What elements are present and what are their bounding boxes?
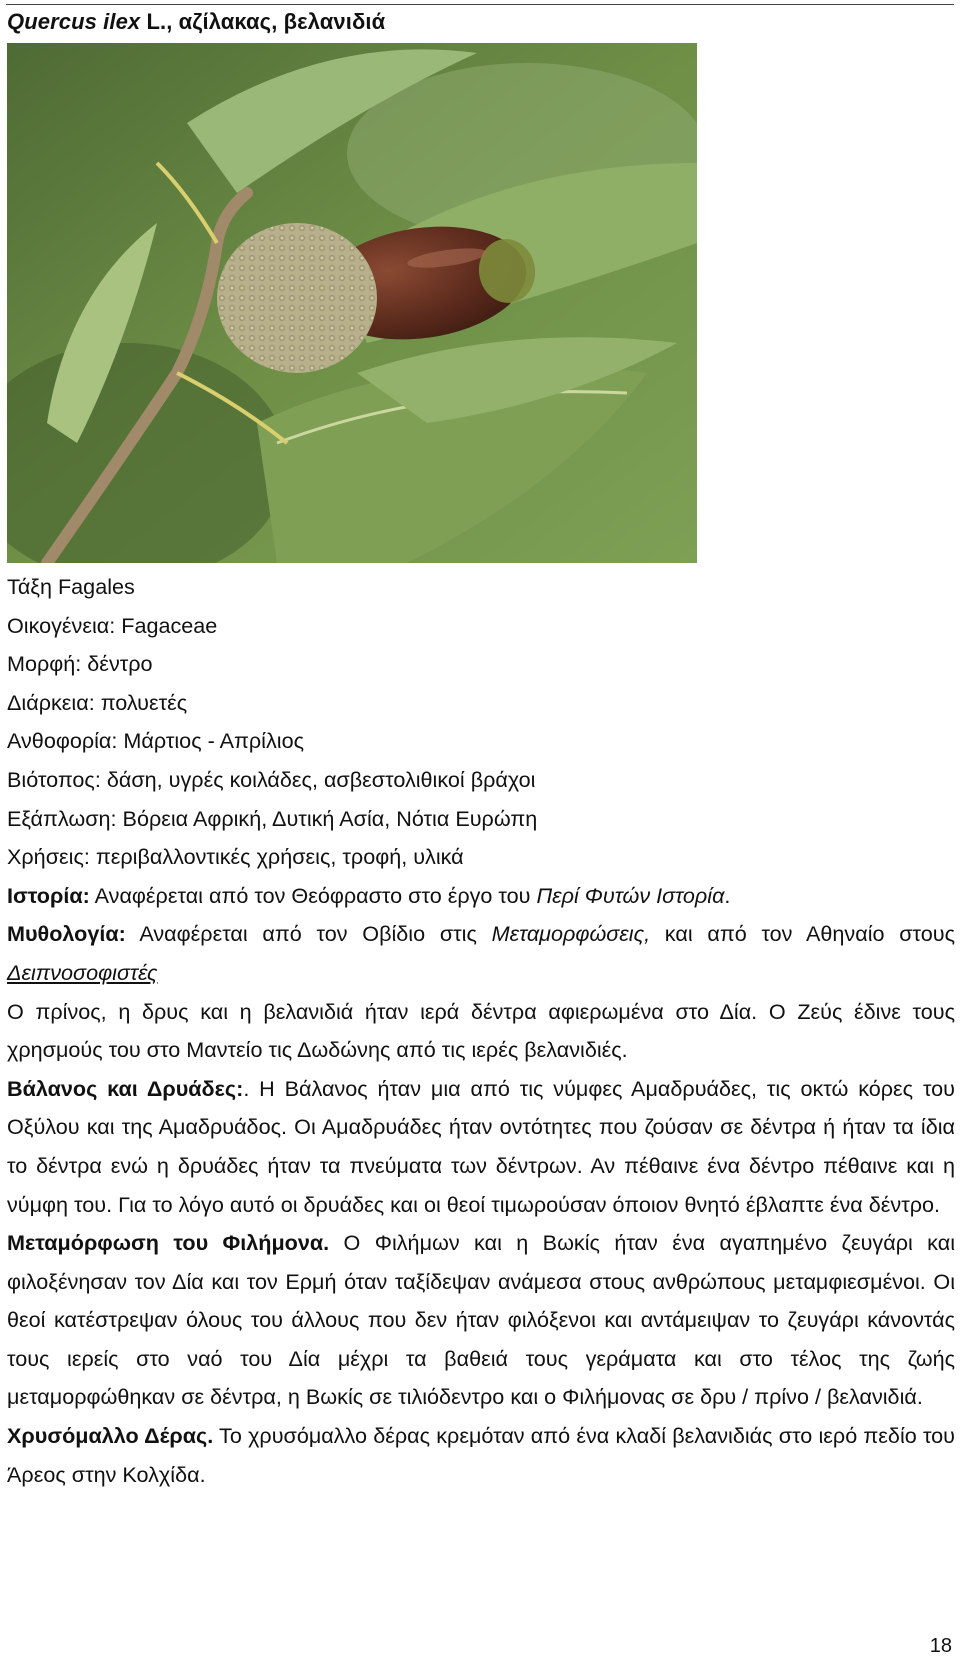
balanos-heading: Βάλανος και Δρυάδες:	[7, 1075, 244, 1101]
philemon-text: Ο Φιλήμων και η Βωκίς ήταν ένα αγαπημένο ζευγάρι και φιλοξένησαν τον Δία και τον Ερμή όταν ταξίδεψαν ανάμεσα στους ανθρώπους μεταμφιεσμένοι. Οι θεοί κατέστρεψαν όλους του άλλους που δεν ήταν φιλόξενοι και αντάμειψαν το ζευγάρι κάνοντάς τους ιερείς στο ναό του Δία μέχρι τα βαθειά τους γεράματα και στο τέλος της ζωής μεταμορφώθηκαν σε δέντρα, η Βωκίς σε τιλιόδεντρο και ο Φιλήμονας σε δρυ / πρίνο / βελανιδιά.	[7, 1230, 955, 1410]
fleece-paragraph	[7, 1417, 955, 1494]
history-text: Αναφέρεται από τον Θεόφραστο στο έργο του	[89, 882, 537, 908]
mythology-text-1: Αναφέρεται από τον Οβίδιο στις	[125, 921, 492, 947]
acorn-illustration	[7, 43, 697, 563]
philemon-heading: Μεταμόρφωση του Φιλήμονα.	[7, 1230, 330, 1256]
history-work: Περί Φυτών Ιστορία	[536, 882, 725, 908]
field-order: Τάξη Fagales	[7, 574, 135, 599]
history-heading: Ιστορία:	[7, 882, 90, 908]
field-form: Μορφή: δέντρο	[7, 651, 153, 677]
acorn-cap	[217, 223, 377, 373]
description-text	[7, 568, 955, 1494]
balanos-text: . Η Βάλανος ήταν μια από τις νύμφες Αμαδρυάδες, τις οκτώ κόρες του Οξύλου και της Αμαδρυάδος. Οι Αμαδρυάδες ήταν οντότητες που ζούσαν σε δέντρα ή ήταν τα ίδια το δέντρα ενώ η δρυάδες ήταν τα πνεύματα των δέντρων. Αν πέθαινε ένα δέντρο πέθαινε και η νύμφη του. Για το λόγο αυτό οι δρυάδες και οι θεοί τιμωρούσαν όποιον θνητό έβλαπτε ένα δέντρο.	[7, 1075, 955, 1217]
field-flowering: Ανθοφορία: Μάρτιος - Απρίλιος	[7, 728, 304, 754]
mythology-paragraph	[7, 915, 955, 992]
philemon-paragraph	[7, 1224, 955, 1417]
history-paragraph	[7, 877, 955, 916]
field-distribution: Εξάπλωση: Βόρεια Αφρική, Δυτική Ασία, Νότια Ευρώπη	[7, 805, 538, 831]
mythology-heading: Μυθολογία:	[7, 921, 126, 947]
field-uses: Χρήσεις: περιβαλλοντικές χρήσεις, τροφή, υλικά	[7, 844, 464, 870]
mythology-work-1: Μεταμορφώσεις,	[491, 921, 651, 947]
common-names: L., αζίλακας, βελανιδιά	[140, 9, 386, 34]
field-duration: Διάρκεια: πολυετές	[7, 689, 188, 715]
field-family: Οικογένεια: Fagaceae	[7, 612, 218, 638]
page-title	[7, 9, 385, 35]
fleece-text: Το χρυσόμαλλο δέρας κρεμόταν από ένα κλαδί βελανιδιάς στο ιερό πεδίο του Άρεος στην Κολχίδα.	[7, 1423, 955, 1487]
acorn-photo	[7, 43, 697, 563]
field-habitat: Βιότοπος: δάση, υγρές κοιλάδες, ασβεστολιθικοί βράχοι	[7, 766, 536, 792]
balanos-paragraph	[7, 1070, 955, 1224]
top-rule	[6, 4, 954, 5]
sacred-paragraph: Ο πρίνος, η δρυς και η βελανιδιά ήταν ιερά δέντρα αφιερωμένα στο Δία. Ο Ζεύς έδινε τους χρησμούς του στο Μαντείο τις Δωδώνης από τις ιερές βελανιδιές.	[7, 998, 955, 1063]
latin-name: Quercus ilex	[7, 9, 141, 34]
mythology-work-2: Δειπνοσοφιστές	[7, 959, 158, 985]
mythology-text-2: και από τον Αθηναίο στους	[650, 921, 956, 947]
page-number: 18	[929, 1635, 952, 1657]
history-end: .	[724, 882, 731, 908]
fleece-heading: Χρυσόμαλλο Δέρας.	[7, 1423, 214, 1449]
